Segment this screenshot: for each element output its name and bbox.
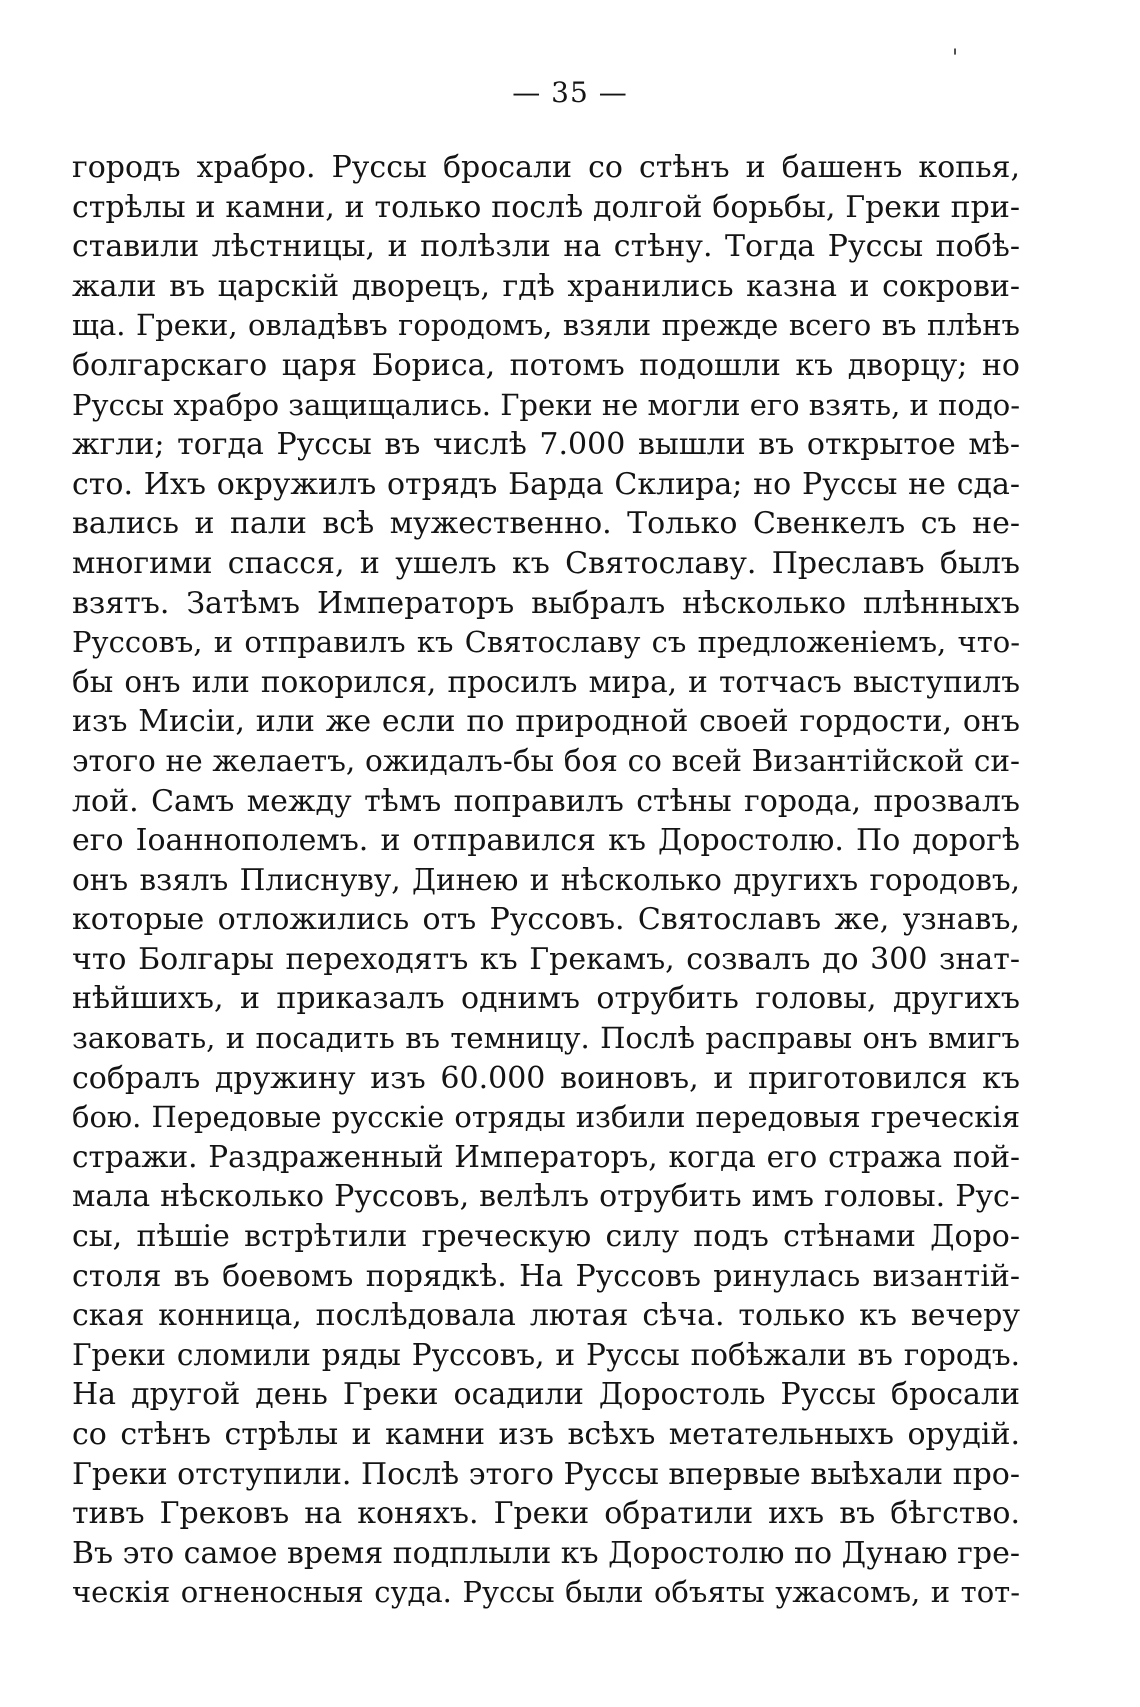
text-line: собралъ дружину изъ 60.000 воиновъ, и приготовился къ: [72, 1060, 1020, 1096]
text-line: Руссовъ, и отправилъ къ Святославу съ предложеніемъ, что-: [72, 625, 1020, 660]
text-line: этого не желаетъ, ожидалъ-бы боя со всей Византійской си-: [72, 743, 1020, 778]
text-line: мала нѣсколько Руссовъ, велѣлъ отрубить имъ головы. Рус-: [72, 1179, 1020, 1215]
text-line: изъ Мисіи, или же если по природной своей гордости, онъ: [72, 704, 1020, 740]
text-line: ставили лѣстницы, и полѣзли на стѣну. Тогда Руссы побѣ-: [72, 229, 1020, 265]
text-line: стрѣлы и камни, и только послѣ долгой борьбы, Греки при-: [72, 189, 1020, 225]
text-line: многими спасся, и ушелъ къ Святославу. Преславъ былъ: [72, 545, 1020, 581]
text-line: болгарскаго царя Бориса, потомъ подошли къ дворцу; но: [72, 347, 1020, 383]
page-number: — 35 —: [512, 76, 628, 109]
text-line: лой. Самъ между тѣмъ поправилъ стѣны города, прозвалъ: [72, 783, 1020, 819]
text-line: ща. Греки, овладѣвъ городомъ, взяли прежде всего въ плѣнъ: [72, 308, 1020, 343]
text-line: жали въ царскій дворецъ, гдѣ хранились казна и сокрови-: [72, 268, 1020, 304]
text-line: сы, пѣшіе встрѣтили греческую силу подъ стѣнами Доро-: [72, 1219, 1020, 1255]
text-line: ская конница, послѣдовала лютая сѣча. только къ вечеру: [72, 1298, 1020, 1334]
text-line: стражи. Раздраженный Императоръ, когда его стража пой-: [72, 1139, 1020, 1174]
text-line: На другой день Греки осадили Доростоль Руссы бросали: [72, 1377, 1020, 1413]
text-line: со стѣнъ стрѣлы и камни изъ всѣхъ метательныхъ орудій.: [72, 1417, 1020, 1452]
text-line: Греки отступили. Послѣ этого Руссы впервые выѣхали про-: [72, 1456, 1020, 1492]
text-line: Руссы храбро защищались. Греки не могли его взять, и подо-: [72, 387, 1020, 422]
text-line: заковать, и посадить въ темницу. Послѣ расправы онъ вмигъ: [72, 1021, 1020, 1056]
stray-mark: ': [952, 46, 959, 71]
text-line: городъ храбро. Руссы бросали со стѣнъ и башенъ копья,: [72, 150, 1020, 185]
text-line: бы онъ или покорился, просилъ мира, и тотчасъ выступилъ: [72, 664, 1020, 699]
text-line: что Болгары переходятъ къ Грекамъ, созвалъ до 300 знат-: [72, 941, 1020, 977]
text-line: взятъ. Затѣмъ Императоръ выбралъ нѣсколько плѣнныхъ: [72, 585, 1020, 621]
text-line: его Іоаннополемъ. и отправился къ Доростолю. По дорогѣ: [72, 823, 1020, 859]
text-line: Греки сломили ряды Руссовъ, и Руссы побѣжали въ городъ.: [72, 1337, 1020, 1372]
text-line: жгли; тогда Руссы въ числѣ 7.000 вышли въ открытое мѣ-: [72, 427, 1020, 463]
text-line: тивъ Грековъ на коняхъ. Греки обратили ихъ въ бѣгство.: [72, 1496, 1020, 1532]
text-line: бою. Передовые русскіе отряды избили передовыя греческія: [72, 1100, 1020, 1135]
text-line: сто. Ихъ окружилъ отрядъ Барда Склира; но Руссы не сда-: [72, 466, 1020, 502]
text-line: вались и пали всѣ мужественно. Только Свенкелъ съ не-: [72, 506, 1020, 542]
text-line: которые отложились отъ Руссовъ. Святославъ же, узнавъ,: [72, 902, 1020, 938]
text-line: столя въ боевомъ порядкѣ. На Руссовъ ринулась византій-: [72, 1258, 1020, 1294]
text-body: [72, 148, 1020, 1613]
text-line: Въ это самое время подплыли къ Доростолю по Дунаю гре-: [72, 1535, 1020, 1571]
text-line: нѣйшихъ, и приказалъ однимъ отрубить головы, другихъ: [72, 981, 1020, 1017]
text-line: ческія огненосныя суда. Руссы были объяты ужасомъ, и тот-: [72, 1575, 1020, 1610]
text-line: онъ взялъ Плиснуву, Динею и нѣсколько другихъ городовъ,: [72, 862, 1020, 897]
